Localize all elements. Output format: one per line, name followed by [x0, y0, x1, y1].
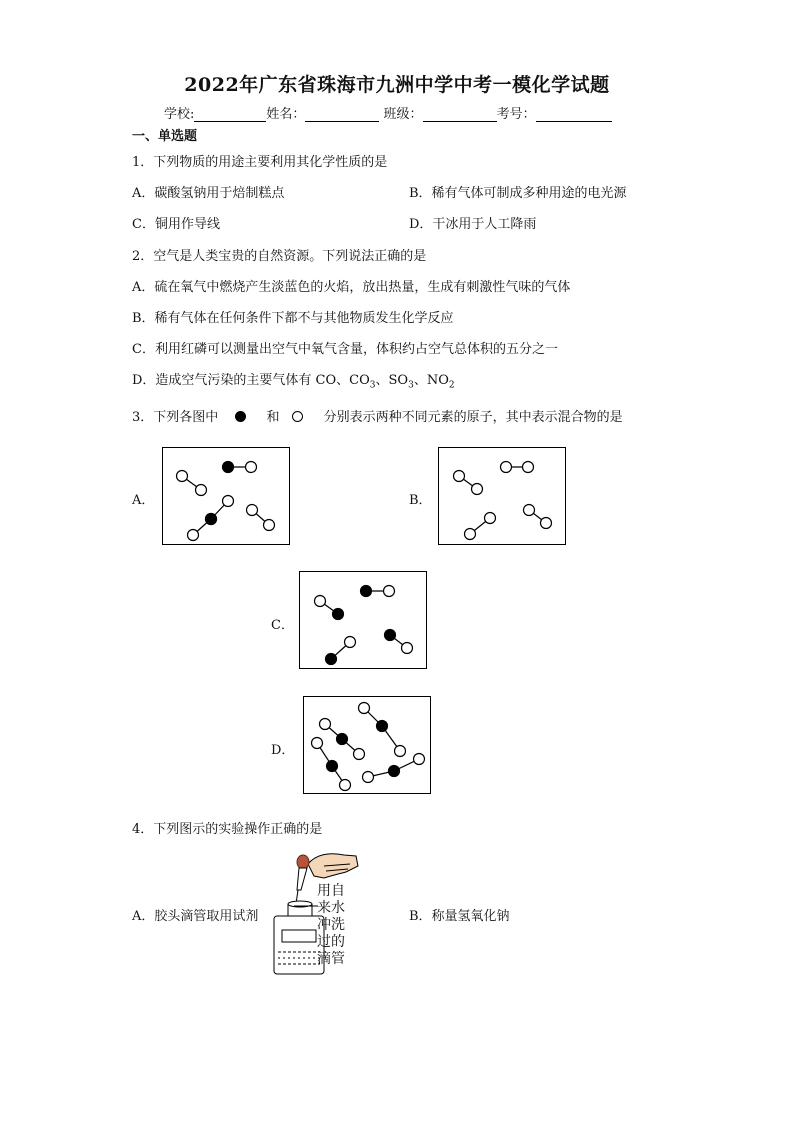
q1-option-a[interactable]: A．碳酸氢钠用于焙制糕点	[132, 186, 285, 201]
q2-option-d-text: D．造成空气污染的主要气体有 CO、CO	[132, 373, 370, 388]
exam-no-label: 考号：	[496, 107, 536, 122]
q1-option-c[interactable]: C．铜用作导线	[132, 217, 220, 232]
q3-option-a-diagram[interactable]	[162, 447, 290, 545]
q3-option-b-label[interactable]: B．	[409, 493, 432, 508]
q3-stem-text: 和	[266, 410, 280, 425]
q2-option-d[interactable]	[132, 369, 455, 391]
q2-stem: 2．空气是人类宝贵的自然资源。下列说法正确的是	[132, 249, 427, 264]
class-blank[interactable]	[423, 109, 497, 122]
q4-option-b[interactable]: B．称量氢氧化钠	[409, 909, 510, 924]
class-label: 班级：	[383, 107, 423, 122]
q2-option-d-text: 、NO	[413, 373, 449, 388]
molecule-diagram-a	[163, 448, 289, 544]
name-label: 姓名：	[266, 107, 306, 122]
student-info-line	[164, 103, 612, 122]
q3-option-b-diagram[interactable]	[438, 447, 566, 545]
q1-option-d[interactable]: D．干冰用于人工降雨	[409, 217, 537, 232]
school-blank[interactable]	[194, 109, 266, 122]
molecule-diagram-b	[439, 448, 565, 544]
q3-option-d-label[interactable]: D．	[271, 743, 295, 758]
q2-option-d-text: 、SO	[375, 373, 409, 388]
subscript: 2	[448, 380, 455, 391]
q3-stem-text: 分别表示两种不同元素的原子，其中表示混合物的是	[323, 410, 623, 425]
q4-option-a-illustration	[268, 846, 364, 978]
illustration-caption: 用自来水冲洗过的滴管	[317, 883, 345, 967]
q1-option-b[interactable]: B．稀有气体可制成多种用途的电光源	[409, 186, 627, 201]
subscript: 3	[369, 380, 376, 391]
q3-option-c-diagram[interactable]	[299, 571, 427, 669]
q3-option-c-label[interactable]: C．	[271, 618, 294, 633]
exam-no-blank[interactable]	[536, 109, 612, 122]
q2-option-a[interactable]: A．硫在氧气中燃烧产生淡蓝色的火焰，放出热量，生成有刺激性气味的气体	[132, 280, 571, 295]
q3-option-d-diagram[interactable]	[303, 696, 431, 794]
q4-option-a[interactable]: A．胶头滴管取用试剂	[132, 909, 259, 924]
molecule-diagram-c	[300, 572, 426, 668]
school-label: 学校:	[164, 107, 195, 122]
q2-option-c[interactable]: C．利用红磷可以测量出空气中氧气含量，体积约占空气总体积的五分之一	[132, 342, 558, 357]
q4-stem: 4．下列图示的实验操作正确的是	[132, 822, 323, 837]
section-heading: 一、单选题	[132, 129, 198, 144]
q3-stem	[132, 406, 623, 425]
white-atom-icon	[292, 411, 303, 422]
q3-option-a-label[interactable]: A．	[132, 493, 155, 508]
black-atom-icon	[235, 411, 246, 422]
name-blank[interactable]	[305, 109, 379, 122]
subscript: 3	[408, 380, 414, 391]
q3-stem-text: 3．下列各图中	[132, 410, 219, 425]
page-title: 2022年广东省珠海市九洲中学中考一模化学试题	[184, 74, 610, 96]
q2-option-b[interactable]: B．稀有气体在任何条件下都不与其他物质发生化学反应	[132, 311, 454, 326]
q1-stem: 1．下列物质的用途主要利用其化学性质的是	[132, 155, 388, 170]
molecule-diagram-d	[304, 697, 430, 793]
